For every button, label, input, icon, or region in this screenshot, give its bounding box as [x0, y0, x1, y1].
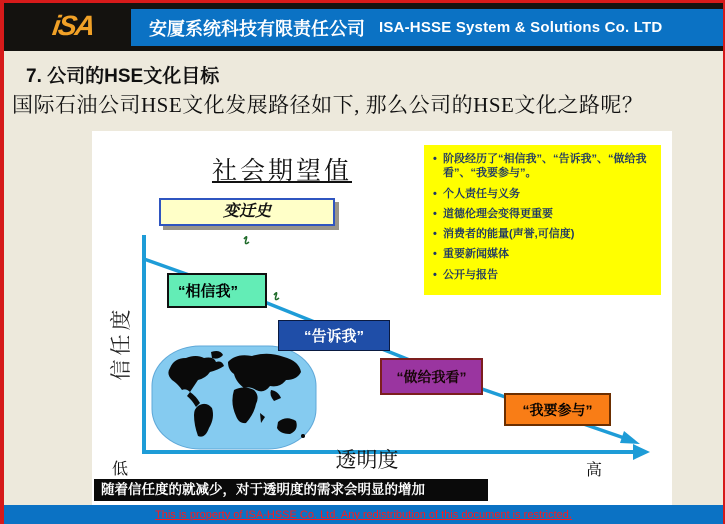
step-box-show-me: “做给我看”: [380, 358, 483, 395]
squiggle-icon: [244, 237, 249, 244]
y-axis-label: 信任度: [109, 305, 133, 381]
note-item: • 公开与报告: [430, 268, 655, 282]
note-item: • 阶段经历了“相信我”、“告诉我”、“做给我看”、“我要参与”。: [430, 152, 655, 181]
x-axis-arrowhead-icon: [633, 444, 650, 460]
note-item: • 消费者的能量(声誉,可信度): [430, 227, 655, 241]
company-name-cn: 安厦系统科技有限责任公司: [149, 18, 365, 39]
diagram-panel: [92, 131, 672, 505]
header-bar: [4, 3, 723, 51]
footer-bar: [4, 505, 723, 524]
trend-arrowhead-icon: [620, 431, 640, 444]
step-box-tell-me: “告诉我”: [278, 320, 390, 351]
company-name-en: ISA-HSSE System & Solutions Co. LTD: [379, 19, 663, 36]
note-item: • 个人责任与义务: [430, 187, 655, 201]
footer-text: This is property of ISA-HSSE Co. Ltd. Any redistribution of this document is restricted.: [155, 508, 572, 521]
x-axis-label: 透明度: [335, 448, 399, 472]
conclusion-bar: 随着信任度的就减少，对于透明度的需求会明显的增加: [94, 479, 488, 501]
header-company-bar: [131, 9, 723, 46]
x-max-label: 高: [586, 462, 603, 479]
history-label: 变迁史: [159, 198, 335, 226]
slide-subtitle: 国际石油公司HSE文化发展路径如下, 那么公司的HSE文化之路呢？: [12, 93, 644, 117]
notes-box: [424, 145, 661, 295]
x-min-label: 低: [112, 461, 129, 478]
slide-title: 7. 公司的HSE文化目标: [26, 66, 220, 87]
squiggle-icon: [274, 293, 279, 300]
step-box-trust-me: “相信我”: [167, 273, 267, 308]
note-item: • 重要新闻媒体: [430, 247, 655, 261]
step-box-involve-me: “我要参与”: [504, 393, 611, 426]
chart-title: 社会期望值: [211, 158, 352, 185]
isa-logo: iSA: [50, 10, 96, 41]
world-map: [152, 346, 316, 449]
note-item: • 道德伦理会变得更重要: [430, 207, 655, 221]
